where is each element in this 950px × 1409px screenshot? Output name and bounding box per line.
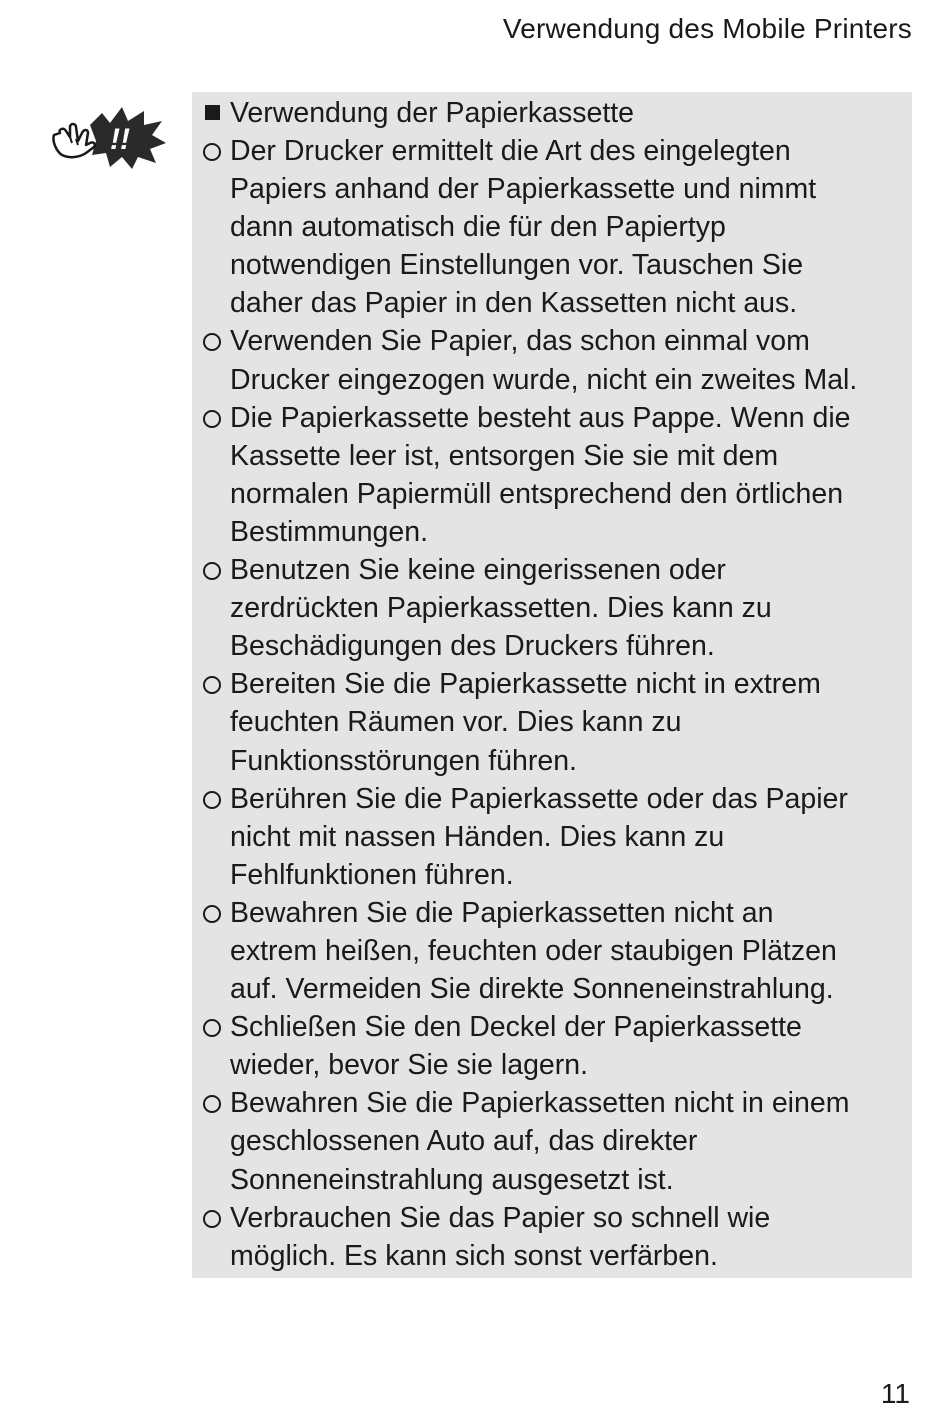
caution-hand-icon [50, 103, 172, 171]
note-item-line: notwendigen Einstellungen vor. Tauschen Sie [230, 249, 804, 282]
note-list-item [202, 894, 902, 1008]
note-item-line: daher das Papier in den Kassetten nicht aus. [230, 287, 798, 320]
note-title-text: Verwendung der Papierkassette [230, 97, 635, 129]
note-list-item [202, 780, 902, 894]
note-item-line: möglich. Es kann sich sonst verfärben. [230, 1239, 718, 1272]
note-item-line: Die Papierkassette besteht aus Pappe. Wenn die [230, 401, 851, 434]
circle-bullet-icon [203, 1210, 221, 1228]
note-item-line: Der Drucker ermittelt die Art des eingelegten [230, 135, 791, 167]
note-item-line: Kassette leer ist, entsorgen Sie sie mit dem [230, 439, 779, 472]
note-list-item [202, 551, 902, 665]
note-item-line: Verbrauchen Sie das Papier so schnell wie [230, 1201, 771, 1234]
note-item-line: wieder, bevor Sie sie lagern. [230, 1049, 589, 1082]
note-title [202, 94, 902, 132]
note-item-line: Schließen Sie den Deckel der Papierkassette [230, 1011, 802, 1044]
note-list-item [202, 399, 902, 551]
circle-bullet-icon [203, 905, 221, 923]
circle-bullet-icon [203, 333, 221, 351]
note-item-line: Funktionsstörungen führen. [230, 744, 577, 777]
note-item-line: Fehlfunktionen führen. [230, 858, 514, 891]
note-item-line: Sonneneinstrahlung ausgesetzt ist. [230, 1163, 674, 1196]
circle-bullet-icon [203, 676, 221, 694]
note-list-item [202, 132, 902, 322]
circle-bullet-icon [203, 562, 221, 580]
exclamation-text: !! [110, 123, 130, 156]
note-item-line: Bestimmungen. [230, 515, 429, 548]
note-list-item [202, 1199, 902, 1275]
note-item-line: Papiers anhand der Papierkassette und nimmt [230, 173, 817, 206]
note-item-line: normalen Papiermüll entsprechend den örtlichen [230, 477, 844, 510]
hand-outline [53, 124, 94, 157]
note-item-line: extrem heißen, feuchten oder staubigen Plätzen [230, 934, 837, 967]
note-item-line: Bewahren Sie die Papierkassetten nicht an [230, 896, 774, 929]
note-item-line: dann automatisch die für den Papiertyp [230, 211, 726, 244]
circle-bullet-icon [203, 143, 221, 161]
note-list-item [202, 1008, 902, 1084]
note-item-line: geschlossenen Auto auf, das direkter [230, 1125, 698, 1158]
note-item-line: Bereiten Sie die Papierkassette nicht in extrem [230, 668, 821, 701]
square-bullet-icon [205, 105, 220, 120]
circle-bullet-icon [203, 1095, 221, 1113]
note-item-line: zerdrückten Papierkassetten. Dies kann zu [230, 592, 772, 625]
note-list-item [202, 665, 902, 779]
note-item-line: Verwenden Sie Papier, das schon einmal vom [230, 325, 810, 358]
circle-bullet-icon [203, 410, 221, 428]
note-list [202, 132, 902, 1275]
running-header: Verwendung des Mobile Printers [502, 13, 912, 44]
note-item-line: nicht mit nassen Händen. Dies kann zu [230, 820, 725, 853]
circle-bullet-icon [203, 1019, 221, 1037]
note-item-line: feuchten Räumen vor. Dies kann zu [230, 706, 682, 739]
note-item-line: Beschädigungen des Druckers führen. [230, 630, 715, 663]
note-item-line: Drucker eingezogen wurde, nicht ein zweites Mal. [230, 363, 858, 396]
note-item-line: Berühren Sie die Papierkassette oder das Papier [230, 782, 848, 815]
note-box [192, 92, 912, 1278]
page-number: 11 [880, 1378, 910, 1409]
note-list-item [202, 1084, 902, 1198]
note-list-item [202, 322, 902, 398]
note-item-line: auf. Vermeiden Sie direkte Sonneneinstrahlung. [230, 973, 834, 1006]
note-item-line: Benutzen Sie keine eingerissenen oder [230, 554, 726, 587]
circle-bullet-icon [203, 791, 221, 809]
note-item-line: Bewahren Sie die Papierkassetten nicht in einem [230, 1087, 850, 1120]
